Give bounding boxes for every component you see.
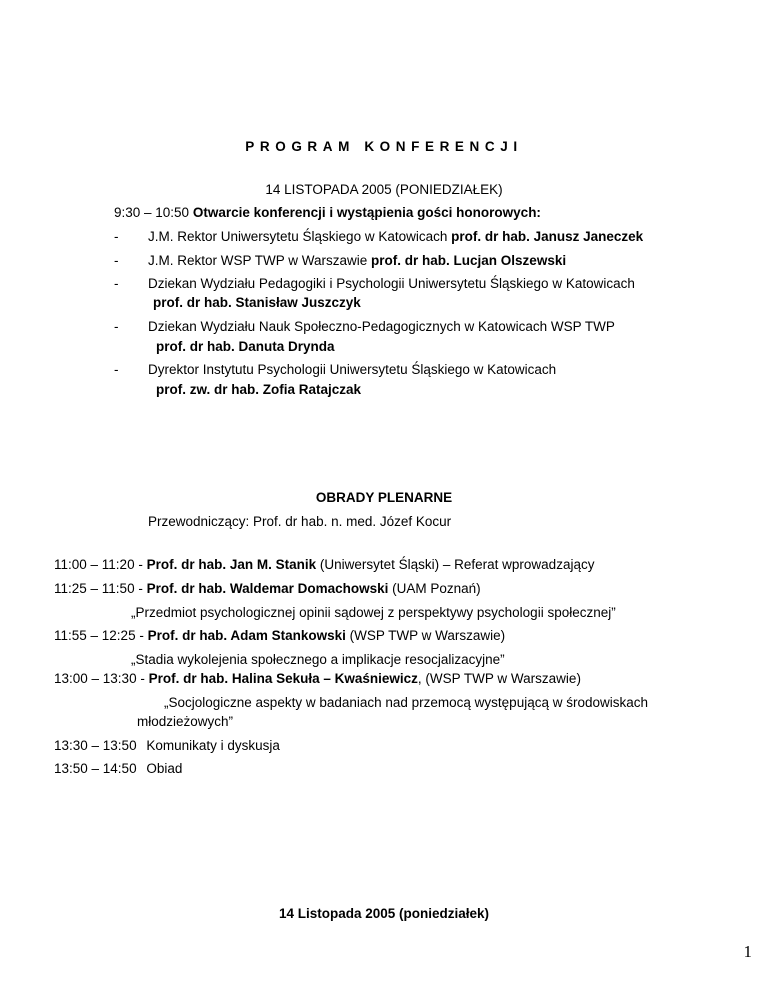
schedule-item: [54, 738, 280, 754]
talk-topic: „Przedmiot psychologicznej opinii sądowej z perspektywy psychologii społecznej”: [131, 605, 616, 620]
guest-dash: -: [114, 319, 119, 334]
opening-title: Otwarcie konferencji i wystąpienia gości honorowych:: [192, 205, 541, 220]
guest-item: [148, 253, 566, 269]
guest-name: prof. dr hab. Janusz Janeczek: [451, 229, 644, 244]
guest-role: Dziekan Wydziału Nauk Społeczno-Pedagogicznych w Katowicach WSP TWP: [148, 319, 615, 334]
item-text: Obiad: [146, 761, 183, 776]
talk-line: [54, 671, 581, 687]
talk-topic-cont: młodzieżowych”: [137, 714, 234, 729]
talk-topic: „Socjologiczne aspekty w badaniach nad przemocą występującą w środowiskach: [164, 695, 649, 710]
talk-line: [54, 581, 481, 597]
guest-role: J.M. Rektor WSP TWP w Warszawie: [148, 253, 372, 268]
talk-affiliation: , (WSP TWP w Warszawie): [417, 671, 581, 686]
talk-speaker: Prof. dr hab. Waldemar Domachowski: [146, 581, 389, 596]
talk-line: [54, 557, 594, 573]
opening-line: [114, 205, 541, 221]
opening-time: 9:30 – 10:50: [114, 205, 190, 220]
guest-dash: -: [114, 229, 119, 244]
document-title: PROGRAM KONFERENCJI: [245, 139, 523, 154]
talk-time: 11:25 – 11:50 -: [54, 581, 147, 596]
plenary-chair: Przewodniczący: Prof. dr hab. n. med. Józef Kocur: [148, 514, 452, 529]
guest-name: prof. dr hab. Lucjan Olszewski: [371, 253, 567, 268]
guest-dash: -: [114, 276, 119, 291]
guest-item: [148, 229, 643, 245]
talk-line: [54, 628, 505, 644]
talk-speaker: Prof. dr hab. Halina Sekuła – Kwaśniewicz: [148, 671, 418, 686]
talk-speaker: Prof. dr hab. Adam Stankowski: [147, 628, 346, 643]
talk-time: 11:00 – 11:20 -: [54, 557, 147, 572]
schedule-item: [54, 761, 182, 777]
talk-time: 13:00 – 13:30 -: [54, 671, 149, 686]
guest-role: Dyrektor Instytutu Psychologii Uniwersytetu Śląskiego w Katowicach: [148, 362, 557, 377]
talk-topic: „Stadia wykolejenia społecznego a implikacje resocjalizacyjne”: [131, 652, 505, 667]
day-date: 14 LISTOPADA 2005 (PONIEDZIAŁEK): [265, 182, 503, 197]
talk-affiliation: (WSP TWP w Warszawie): [345, 628, 506, 643]
guest-role: J.M. Rektor Uniwersytetu Śląskiego w Katowicach: [148, 229, 452, 244]
item-time: 13:30 – 13:50: [54, 738, 137, 753]
talk-affiliation: (Uniwersytet Śląski) – Referat wprowadzający: [316, 557, 595, 572]
item-time: 13:50 – 14:50: [54, 761, 137, 776]
next-day-date: 14 Listopada 2005 (poniedziałek): [278, 906, 490, 921]
guest-name: prof. dr hab. Stanisław Juszczyk: [153, 295, 361, 310]
item-text: Komunikaty i dyskusja: [146, 738, 280, 753]
talk-time: 11:55 – 12:25 -: [54, 628, 148, 643]
page-number: 1: [743, 942, 752, 961]
guest-name: prof. zw. dr hab. Zofia Ratajczak: [156, 382, 362, 397]
guest-dash: -: [114, 253, 119, 268]
talk-affiliation: (UAM Poznań): [388, 581, 481, 596]
guest-role: Dziekan Wydziału Pedagogiki i Psychologii Uniwersytetu Śląskiego w Katowicach: [148, 276, 635, 291]
talk-speaker: Prof. dr hab. Jan M. Stanik: [146, 557, 317, 572]
guest-dash: -: [114, 362, 119, 377]
guest-name: prof. dr hab. Danuta Drynda: [156, 339, 335, 354]
plenary-heading: OBRADY PLENARNE: [315, 490, 453, 505]
